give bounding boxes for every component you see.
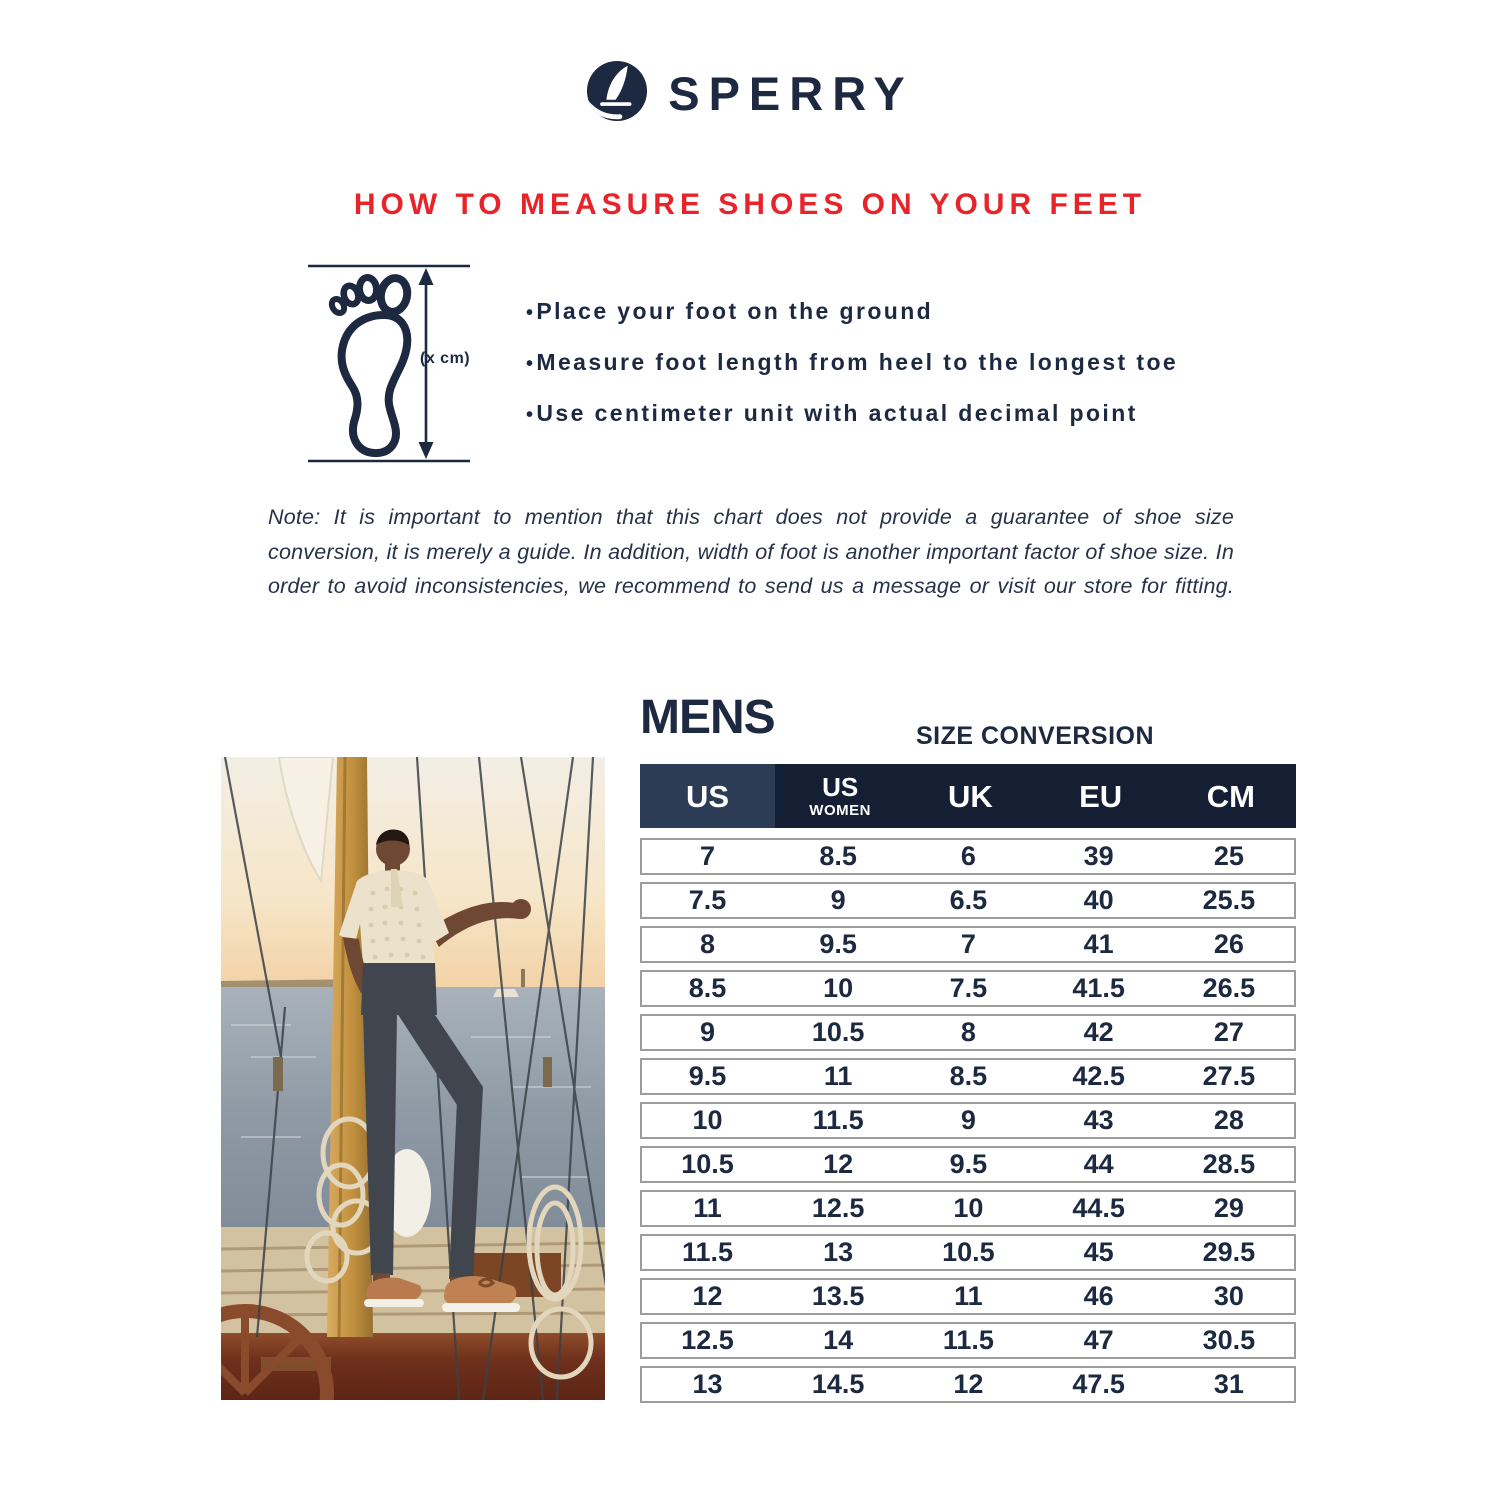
table-cell: 44	[1083, 1149, 1114, 1179]
table-cell: 9.5	[688, 1061, 727, 1091]
table-cell: 28	[1213, 1105, 1244, 1135]
table-cell: 12.5	[681, 1325, 734, 1355]
table-cell: 41	[1083, 929, 1114, 959]
table-header-row	[640, 764, 1296, 828]
note-text: Note: It is important to mention that this chart does not provide a guarantee of shoe size conversion, it is merely a guide. In addition, width of foot is another important factor of shoe size. In order to avoid inconsistencies, we recommend to send us a message or visit our store for fitting.	[268, 505, 1234, 599]
column-header: US	[640, 764, 775, 828]
table-cell: 8	[960, 1017, 976, 1047]
table-cell: 8	[699, 929, 716, 959]
table-cell: 39	[1083, 841, 1114, 871]
brand-header	[0, 60, 1500, 122]
table-cell: 12	[692, 1281, 723, 1311]
instruction-item: • Use centimeter unit with actual decimal point	[526, 399, 1226, 429]
table-row	[640, 1146, 1296, 1183]
table-cell: 9.5	[949, 1149, 988, 1179]
table-cell: 40	[1083, 885, 1114, 915]
table-cell: 47	[1083, 1325, 1114, 1355]
table-row	[640, 1366, 1296, 1403]
table-cell: 46	[1083, 1281, 1114, 1311]
table-cell: 7	[699, 841, 716, 871]
table-cell: 11	[823, 1061, 853, 1091]
table-cell: 41.5	[1072, 973, 1125, 1003]
table-cell: 14	[823, 1325, 854, 1355]
brand-name: SPERRY	[668, 66, 914, 120]
size-conversion-table	[640, 764, 1296, 1410]
instruction-item: • Measure foot length from heel to the longest toe	[526, 348, 1226, 378]
table-cell: 13.5	[811, 1281, 865, 1311]
column-header: CM	[1166, 764, 1296, 828]
table-cell: 11.5	[812, 1105, 864, 1135]
table-cell: 13	[823, 1237, 854, 1267]
table-cell: 11.5	[942, 1325, 994, 1355]
table-cell: 25	[1213, 841, 1244, 871]
column-header: UK	[905, 764, 1035, 828]
table-cell: 28.5	[1202, 1149, 1256, 1179]
table-row	[640, 1278, 1296, 1315]
table-row	[640, 838, 1296, 875]
table-cell: 42	[1083, 1017, 1114, 1047]
table-cell: 7	[960, 929, 976, 959]
table-cell: 10.5	[681, 1149, 734, 1179]
table-cell: 43	[1083, 1105, 1114, 1135]
table-cell: 10	[953, 1193, 984, 1223]
column-header: EU	[1036, 764, 1166, 828]
table-cell: 12.5	[811, 1193, 865, 1223]
table-cell: 29.5	[1202, 1237, 1256, 1267]
section-title: MENS	[640, 691, 775, 744]
table-cell: 47.5	[1072, 1369, 1125, 1399]
table-row	[640, 1102, 1296, 1139]
table-cell: 27.5	[1202, 1061, 1256, 1091]
table-cell: 11	[693, 1193, 722, 1223]
table-cell: 11.5	[681, 1237, 734, 1267]
table-cell: 9.5	[819, 929, 857, 959]
table-cell: 7.5	[688, 885, 727, 915]
table-cell: 12	[953, 1369, 984, 1399]
table-cell: 26	[1213, 929, 1244, 959]
table-cell: 8.5	[688, 973, 727, 1003]
table-cell: 25.5	[1202, 885, 1256, 915]
instruction-list	[526, 297, 1226, 450]
sperry-sailboat-icon	[586, 60, 648, 122]
table-cell: 10	[692, 1105, 723, 1135]
table-cell: 10	[823, 973, 854, 1003]
section-subtitle: SIZE CONVERSION	[915, 722, 1155, 750]
table-row	[640, 1014, 1296, 1051]
bullet-icon: •	[526, 404, 536, 426]
foot-measure-diagram	[306, 258, 478, 468]
table-cell: 9	[699, 1017, 716, 1047]
page-title: HOW TO MEASURE SHOES ON YOUR FEET	[353, 188, 1147, 221]
table-cell: 29	[1213, 1193, 1244, 1223]
table-cell: 12	[823, 1149, 854, 1179]
table-row	[640, 1322, 1296, 1359]
sailing-lifestyle-photo	[221, 757, 605, 1400]
table-cell: 7.5	[949, 973, 988, 1003]
table-row	[640, 1234, 1296, 1271]
table-cell: 14.5	[811, 1369, 865, 1399]
table-cell: 10.5	[811, 1017, 865, 1047]
table-cell: 30.5	[1202, 1325, 1256, 1355]
table-cell: 8.5	[949, 1061, 988, 1091]
table-row	[640, 970, 1296, 1007]
table-body	[640, 838, 1296, 1403]
column-header: US WOMEN	[775, 764, 905, 828]
table-cell: 45	[1083, 1237, 1114, 1267]
table-cell: 26.5	[1202, 973, 1256, 1003]
table-cell: 11	[954, 1281, 983, 1311]
table-cell: 42.5	[1072, 1061, 1125, 1091]
table-cell: 10.5	[942, 1237, 995, 1267]
bullet-icon: •	[526, 302, 536, 324]
table-cell: 9	[960, 1105, 976, 1135]
table-cell: 30	[1213, 1281, 1244, 1311]
instruction-item: • Place your foot on the ground	[526, 297, 1226, 327]
bullet-icon: •	[526, 353, 536, 375]
table-cell: 13	[692, 1369, 723, 1399]
table-row	[640, 1058, 1296, 1095]
table-cell: 44.5	[1072, 1193, 1125, 1223]
table-cell: 9	[830, 885, 846, 915]
table-cell: 6	[960, 841, 976, 871]
table-row	[640, 926, 1296, 963]
table-row	[640, 882, 1296, 919]
table-row	[640, 1190, 1296, 1227]
table-cell: 8.5	[819, 841, 857, 871]
table-cell: 31	[1213, 1369, 1244, 1399]
table-cell: 6.5	[949, 885, 988, 915]
table-cell: 27	[1213, 1017, 1244, 1047]
measure-label: (x cm)	[420, 350, 471, 367]
